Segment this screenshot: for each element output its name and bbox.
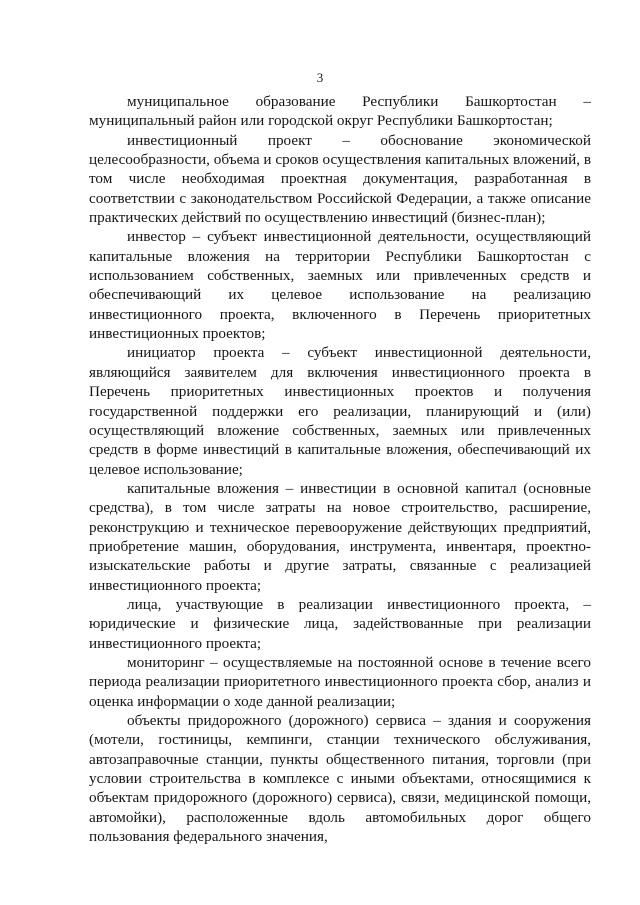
definition-municipal-entity: муниципальное образование Республики Башкортостан – муниципальный район или городской округ Республики Башкортостан; (89, 93, 591, 130)
definition-investor: инвестор – субъект инвестиционной деятельности, осуществляющий капитальные вложения на территории Республики Башкортостан с использованием собственных, заемных или привлеченных средств и обеспечивающий их целевое использование на реализацию инвестиционного проекта, включенного в Перечень приоритетных инвестиционных проектов; (89, 228, 591, 343)
definition-capital-investments: капитальные вложения – инвестиции в основной капитал (основные средства), в том числе затраты на новое строительство, расширение, реконструкцию и техническое перевооружение действующих предприятий, приобретение машин, оборудования, инструмента, инвентаря, проектно-изыскательские работы и другие затраты, связанные с реализацией инвестиционного проекта; (89, 479, 591, 594)
document-body (89, 92, 591, 846)
definition-project-initiator: инициатор проекта – субъект инвестиционной деятельности, являющийся заявителем для включения инвестиционного проекта в Перечень приоритетных инвестиционных проектов и получения государственной поддержки его реализации, планирующий и (или) осуществляющий вложение собственных, заемных или привлеченных средств в форме инвестиций в капитальные вложения, обеспечивающий их целевое использование; (89, 344, 591, 478)
definition-participants: лица, участвующие в реализации инвестиционного проекта, – юридические и физические лица, задействованные при реализации инвестиционного проекта; (89, 595, 591, 652)
definition-roadside-service: объекты придорожного (дорожного) сервиса – здания и сооружения (мотели, гостиницы, кемпинги, станции технического обслуживания, автозаправочные станции, пункты общественного питания, торговли (при условии строительства в комплексе с иными объектами, относящимися к объектам придорожного (дорожного) сервиса), связи, медицинской помощи, автомойки), расположенные вдоль автомобильных дорог общего пользования федерального значения, (89, 712, 591, 846)
definition-investment-project: инвестиционный проект – обоснование экономической целесообразности, объема и сроков осуществления капитальных вложений, в том числе необходимая проектная документация, разработанная в соответствии с законодательством Российской Федерации, а также описание практических действий по осуществлению инвестиций (бизнес-план); (89, 131, 591, 227)
definition-monitoring: мониторинг – осуществляемые на постоянной основе в течение всего периода реализации приоритетного инвестиционного проекта сбор, анализ и оценка информации о ходе данной реализации; (89, 653, 591, 710)
page-number: 3 (316, 70, 324, 85)
